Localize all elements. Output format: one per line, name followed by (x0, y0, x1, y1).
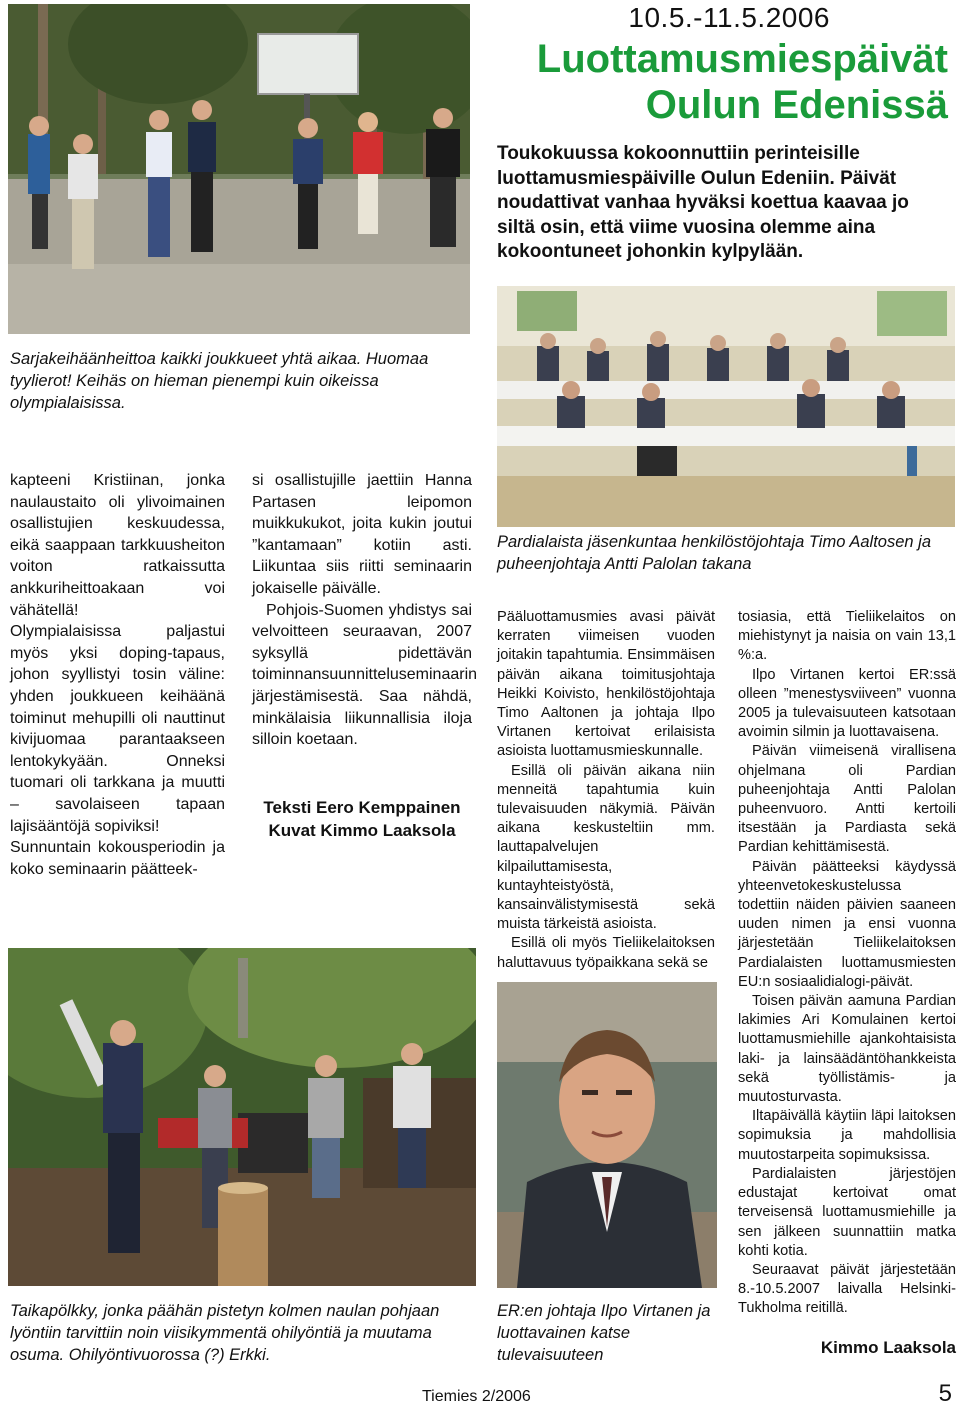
caption-photo-seminar: Pardialaista jäsenkuntaa henkilöstöjohtaja Timo Aaltosen ja puheenjohtaja Antti Palolan takana (497, 533, 932, 573)
caption-photo-portrait: ER:en johtaja Ilpo Virtanen ja luottavainen katse tulevaisuuteen (497, 1302, 711, 1364)
event-date: 10.5.-11.5.2006 (628, 2, 830, 33)
column-1-paragraph: Sunnuntain kokousperiodin ja koko seminaarin päätteek- (10, 839, 225, 878)
photo-javelin-team-event (8, 4, 470, 334)
photo-ilpo-virtanen-portrait (497, 982, 717, 1288)
column-3-paragraph: Esillä oli myös Tieliikelaitoksen haluttavuus työpaikkana sekä se (497, 935, 715, 971)
byline-text-author: Teksti Eero Kemppainen (263, 798, 461, 817)
photo-nail-hammering (8, 948, 476, 1286)
column-4-paragraph: Ilpo Virtanen kertoi ER:ssä olleen ”menestysviiveen” vuonna 2005 ja tulevaisuuteen katsotaan avoimin silmin ja luottavaisena. (738, 666, 956, 741)
column-4-paragraph: Seuraavat päivät järjestetään 8.-10.5.2007 laivalla Helsinki-Tukholma reitillä. (738, 1261, 956, 1317)
caption-photo-nail-hammering: Taikapölkky, jonka päähän pistetyn kolmen naulan pohjaan lyöntiin tarvittiin noin viisikymmentä ohilyöntiä ja muutama osuma. Ohilyöntivuorossa (?) Erkki. (10, 1302, 440, 1364)
article-column-4 (738, 608, 956, 1319)
magazine-issue: Tiemies 2/2006 (422, 1388, 531, 1405)
title-line-2: Oulun Edenissä (645, 83, 948, 127)
column-4-paragraph: Toisen päivän aamuna Pardian lakimies Ari Komulainen kertoi luottamusmiehille ajankohtaisista laki- ja lainsäädäntöhankkeista sekä työllistämis- ja muutosturvasta. (738, 993, 956, 1106)
byline-photos-author: Kuvat Kimmo Laaksola (268, 821, 456, 840)
article-column-2 (252, 470, 478, 751)
column-2-paragraph: Pohjois-Suomen yhdistys sai velvoitteen seuraavan, 2007 syksyllä pidettävän toiminnansuunnitteluseminaarin järjestämisestä. Saa nähdä, minkälaisia liikunnallisia iloja silloin koetaan. (252, 601, 478, 749)
lead-paragraph: Toukokuussa kokoonnuttiin perinteisille luottamusmiespäiville Oulun Edeniin. Päivät noudattivat vanhaa hyväksi koettua kaavaa jo siltä osin, että viime vuosina olemme aina kokoontuneet johonkin kylpylään. (497, 143, 909, 262)
column-2-paragraph: si osallistujille jaettiin Hanna Partasen leipomon muikkukukot, joita kukin joutui ”kantamaan” kotiin asti. Liikuntaa siis riitti seminaarin jokaiselle päivälle. (252, 472, 472, 597)
photo-seminar-audience (497, 286, 955, 527)
article-title (537, 36, 948, 128)
column-4-paragraph: Päivän päätteeksi käydyssä yhteenvetokeskustelussa todettiin näiden päivien saaneen uuden nimen ja ensi vuonna järjestetään Tieliikelaitoksen Pardialaisten luottamusmiesten EU:n sosiaalidialogi-päivät. (738, 858, 956, 990)
signature: Kimmo Laaksola (820, 1338, 956, 1357)
caption-photo-javelin: Sarjakeihäänheittoa kaikki joukkueet yhtä aikaa. Huomaa tyylierot! Keihäs on hieman pienempi kuin oikeissa olympialaisissa. (10, 350, 429, 412)
column-3-paragraph: Esillä oli päivän aikana niin menneitä tapahtumia kuin tulevaisuuden näkymiä. Päivän aikana keskusteltiin mm. lauttapalvelujen kilpailuttamisesta, kuntayhteistyöstä, kansainvälistymisestä sekä muista tärkeistä asioista. (497, 762, 715, 933)
column-4-paragraph: tosiasia, että Tieliikelaitos on miehistynyt ja naisia on vain 13,1 %:a. (738, 609, 956, 664)
article-column-1 (10, 470, 225, 880)
article-column-3 (497, 608, 715, 973)
title-line-1: Luottamusmiespäivät (536, 37, 948, 81)
column-1-paragraph: Olympialaisissa paljastui myös yksi doping-tapaus, johon syyllistyi tosin väline: yhden joukkueen keihäänä toiminut mehupilli oli nauttinut kivijuomaa parantaakseen lentokykyään. Onneksi tuomari oli tarkkana ja muutti – savolaiseen tapaan lajisääntöjä sopiviksi! (10, 623, 225, 835)
column-4-paragraph: Iltapäivällä käytiin läpi laitoksen sopimuksia ja mahdollisia muutostarpeita sopimuksissa. (738, 1108, 956, 1163)
column-1-paragraph: kapteeni Kristiinan, jonka naulaustaito oli ylivoimainen osallistujien keskuudessa, eikä saappaan tarkkuusheiton voiton ratkaissutta ankkuriheittoakaan voi vähätellä! (10, 472, 225, 619)
page-number: 5 (938, 1380, 952, 1407)
column-3-paragraph: Pääluottamusmies avasi päivät kerraten viimeisen vuoden joitakin tapahtumia. Ensimmäisen päivän aikana toimitusjohtaja Heikki Koivisto, henkilöstöjohtaja Timo Aaltonen ja johtaja Ilpo Virtanen kertoivat erilaisista asioista luottamusmieskunnalle. (497, 609, 715, 760)
column-4-paragraph: Päivän viimeisenä virallisena ohjelmana oli Pardian puheenjohtaja Antti Palolan puheenvuoro. Antti kertoili itsestään ja Pardiasta sekä Pardian kehittämisestä. (738, 743, 956, 856)
byline (252, 796, 472, 842)
column-4-paragraph: Pardialaisten järjestöjen edustajat kertoivat omat terveisensä luottamusmiehille ja sen jälkeen suunnattiin matka kohti kotia. (738, 1165, 956, 1259)
